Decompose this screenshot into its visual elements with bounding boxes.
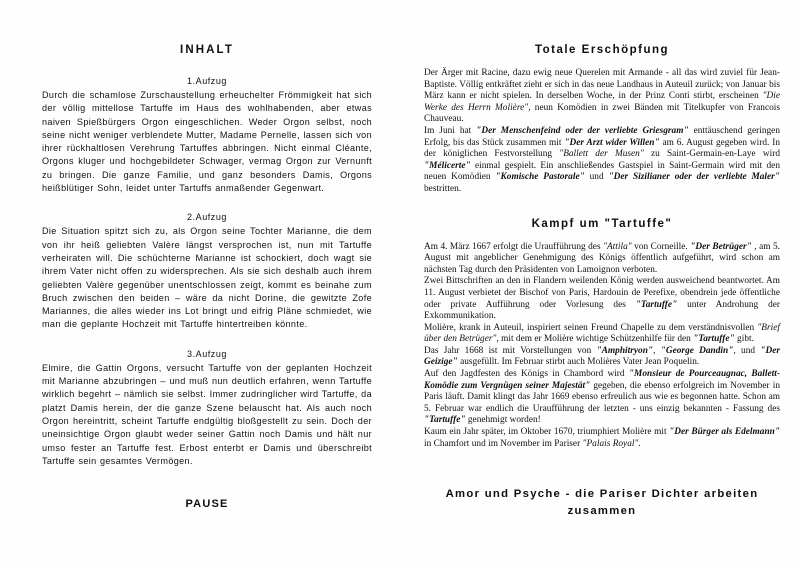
left-column bbox=[42, 44, 372, 510]
footer-heading-block bbox=[424, 486, 780, 520]
chronicle-paragraph-7: Auf den Jagdfesten des Königs in Chambord wird "Monsieur de Pourceaugnac, Ballett-Komödie zum Vergnügen seiner Majestät" gegeben, die ebenso erfolgreich im November in Paris läuft. Damit klingt das Jahr 1669 ebenso erfreulich aus wie es begonnen hatte. Schon am 5. Februar war endlich die Uraufführung der letzten - uns einzig bekannten - Fassung des "Tartuffe" genehmigt worden! bbox=[424, 369, 780, 426]
chronicle-paragraph-8: Kaum ein Jahr später, im Oktober 1670, triumphiert Molière mit "Der Bürger als Edelmann" in Chamfort und im November im Pariser "Palais Royal". bbox=[424, 427, 781, 449]
act-heading-3: 3.Aufzug bbox=[187, 348, 227, 359]
section-heading-kampf-um-tartuffe: Kampf um "Tartuffe" bbox=[531, 217, 673, 230]
pause-label: PAUSE bbox=[185, 498, 229, 511]
right-column bbox=[424, 44, 780, 450]
chronicle-paragraph-6: Das Jahr 1668 ist mit Vorstellungen von "Amphitryon", "George Dandin", und "Der Geizige" ausgefüllt. Im Februar stirbt auch Molières Vater Jean Poquelin. bbox=[424, 345, 780, 368]
chronicle-paragraph-4: Zwei Bittschriften an den in Flandern weilenden König werden ausweichend beantwortet. Am 11. August verbietet der Bischof von Paris, Hardouin de Perefixe, obendrein jede öffentliche oder private Aufführung oder Vorlesung des "Tartuffe" unter Androhung der Exkommunikation. bbox=[424, 276, 780, 322]
chronicle-paragraph-5: Molière, krank in Auteuil, inspiriert seinen Freund Chapelle zu dem verständnisvollen "Brief über den Betrüger", mit dem er Molière wichtige Schützenhilfe für den "Tartuffe" gibt. bbox=[424, 322, 780, 345]
act-body-1: Durch die schamlose Zurschaustellung erheuchelter Frömmigkeit hat sich der völlig mittellose Tartuffe im Haus des wohlhabenden, aber etwas naiven Spießbürgers Orgon eingeschlichen. Weder Orgon selbst, noch seine nicht weniger verblendete Mutter, Madame Pernelle, lassen sich von ihrer rückhaltlosen Verehrung Tartuffes abbringen. Nicht einmal Cléante, Orgons kluger und hochgebildeter Schwager, vermag Orgon zur Vernunft zu bringen. Die ganze Familie, und ganz besonders Damis, Orgons heißblütiger Sohn, leidet unter Tartuffs anmaßender Gegenwart. bbox=[42, 90, 372, 194]
page-title-inhalt: INHALT bbox=[180, 44, 234, 56]
chronicle-paragraph-3: Am 4. März 1667 erfolgt die Uraufführung des "Attila" von Corneille. "Der Betrüger" , am 5. August mit angeblicher Genehmigung des Königs öffentlich aufgeführt, wird schon am nächsten Tag durch den Präsidenten von Lamoignon verboten. bbox=[424, 241, 780, 275]
section-heading-totale-erschoepfung: Totale Erschöpfung bbox=[534, 44, 670, 56]
act-heading-1: 1.Aufzug bbox=[187, 76, 227, 86]
chronicle-paragraph-1: Der Ärger mit Racine, dazu ewig neue Querelen mit Armande - all das wird zuviel für Jean-Baptiste. Völlig entkräftet zieht er sich in das neue Landhaus in Auteuil zurück; von Januar bis März kann er nicht spielen. In derselben Woche, in der Prinz Conti stirbt, erscheinen "Die Werke des Herrn Molière", neun Komödien in zwei Bänden mit Titelkupfer von Francois Chauveau. bbox=[424, 68, 780, 125]
act-heading-2: 2.Aufzug bbox=[187, 212, 227, 223]
footer-heading-line-1: Amor und Psyche - die Pariser Dichter arbeiten bbox=[445, 488, 759, 500]
act-body-3: Elmire, die Gattin Orgons, versucht Tartuffe von der geplanten Hochzeit mit Marianne abzubringen – und muß nun deutlich erfahren, wenn Tartuffe wirklich begehrt – nämlich sie selbst. Immer zudringlicher wird Tartuffe, da platzt Damis herein, der die ganze Szene belauscht hat. Als auch noch Orgon hereintritt, scheint Tartuffe endgültig bloßgestellt zu sein. Doch der uneinsichtige Orgon glaubt weder seiner Gattin noch Damis und hält nur umso fester an Tartuffe fest. Erbost enterbt er Damis und überschreibt Tartuffe sein gesamtes Vermögen. bbox=[42, 362, 372, 466]
chronicle-paragraph-2: Im Juni hat "Der Menschenfeind oder der verliebte Griesgram" enttäuschend geringen Erfolg, bis das Stück zusammen mit "Der Arzt wider Willen" am 6. August gegeben wird. In der königlichen Festvorstellung "Ballett der Musen" zu Saint-Germain-en-Laye wird "Mélicerte" einmal gespielt. Ein anschließendes Gastspiel in Saint-Germain wird mit den neuen Komödien "Komische Pastorale" und "Der Sizilianer oder der verliebte Maler" bestritten. bbox=[424, 125, 780, 194]
act-body-2: Die Situation spitzt sich zu, als Orgon seine Tochter Marianne, die dem von ihr heiß geliebten Valère längst versprochen ist, nun mit Tartuffe verheiraten will. Die schüchterne Marianne ist schockiert, doch wagt sie ihrem Vater nicht offen zu widersprechen. Als sie sich deshalb auch ihrem geliebten Valère gegenüber unentschlossen zeigt, kommt es beinahe zum Bruch zwischen den beiden – wäre da nicht Dorine, die gewitzte Zofe Mariannes, die alles wieder ins Lot bringt und eifrig Pläne schmiedet, wie man die geplante Hochzeit mit Tartuffe hintertreiben könnte. bbox=[42, 226, 372, 330]
footer-heading-line-2: zusammen bbox=[567, 505, 637, 517]
